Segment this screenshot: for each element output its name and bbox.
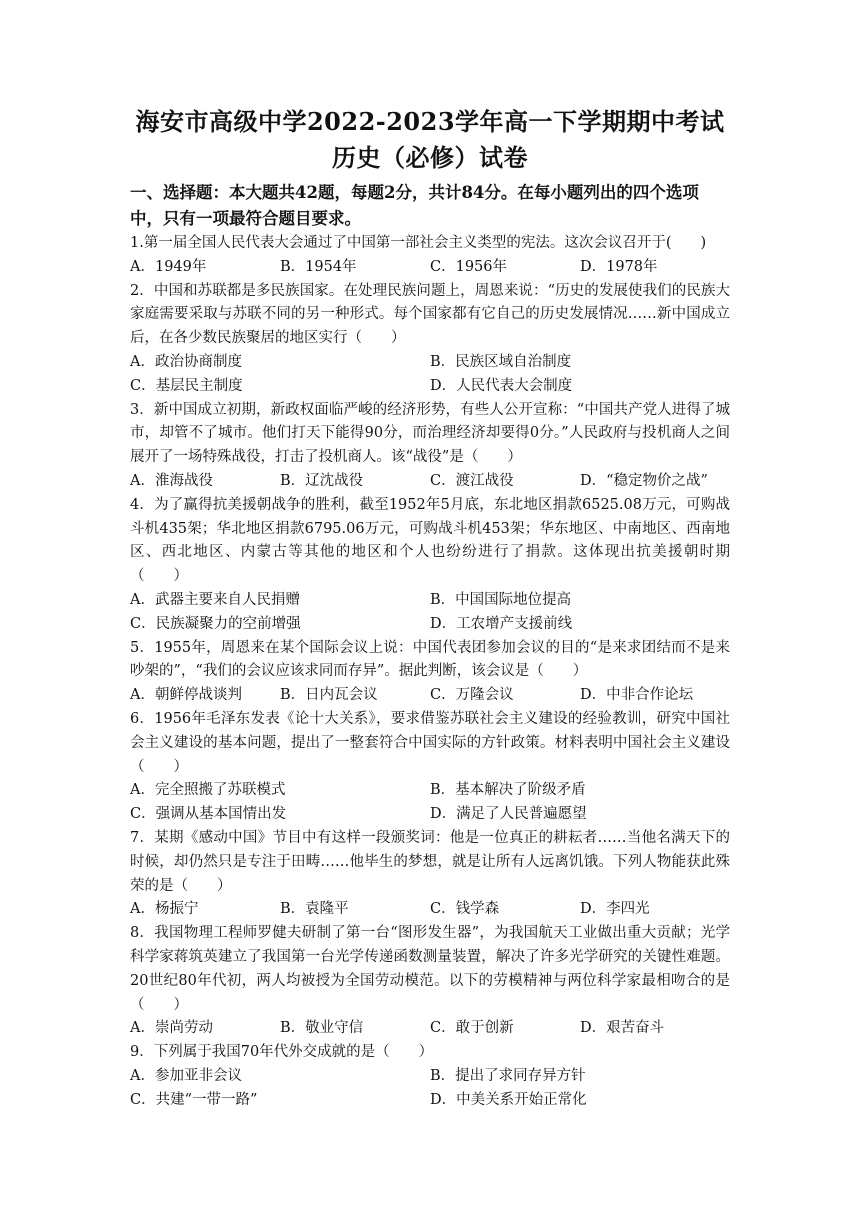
question-stem: 9．下列属于我国70年代外交成就的是（ ） [130,1044,434,1061]
option-c: C．基层民主制度 [130,377,243,394]
question-5 [130,637,730,708]
options-row [130,898,730,922]
question-9 [130,1041,730,1112]
question-2 [130,280,730,399]
option-a: A．政治协商制度 [130,353,242,370]
options-row [130,1089,730,1113]
options-row [130,684,730,708]
question-7 [130,827,730,922]
question-stem: 4．为了赢得抗美援朝战争的胜利，截至1952年5月底，东北地区捐款6525.08万元，可购战斗机435架；华北地区捐款6795.06万元，可购战斗机453架；华东地区、中南地区、西南地区、西北地区、内蒙古等其他的地区和个人也纷纷进行了捐款。这体现出抗美援朝时期（ ） [130,496,730,585]
question-stem: 8．我国物理工程师罗健夫研制了第一台“图形发生器”，为我国航天工业做出重大贡献；光学科学家蒋筑英建立了我国第一台光学传递函数测量装置，解决了许多光学研究的关键性难题。20世纪80年代初，两人均被授为全国劳动模范。以下的劳模精神与两位科学家最相吻合的是（ ） [130,925,730,1013]
option-b: B．日内瓦会议 [280,687,378,704]
option-d: D．艰苦奋斗 [580,1020,665,1037]
option-d: D．1978年 [580,258,658,275]
question-8 [130,922,730,1041]
question-list [130,232,730,1112]
options-row [130,470,730,494]
options-row [130,613,730,637]
option-a: A．朝鲜停战谈判 [130,687,242,704]
option-c: C．1956年 [430,258,507,275]
option-c: C．钱学森 [430,901,500,918]
option-b: B．基本解决了阶级矛盾 [430,782,586,799]
exam-page [130,104,730,1112]
exam-title: 海安市高级中学2022-2023学年高一下学期期中考试 [135,107,725,136]
option-a: A．淮海战役 [130,472,213,489]
option-a: A．崇尚劳动 [130,1020,213,1037]
option-a: A．完全照搬了苏联模式 [130,782,286,799]
option-b: B．袁隆平 [280,901,349,918]
option-b: B．1954年 [280,258,357,275]
option-c: C．强调从基本国情出发 [130,806,287,823]
question-stem: 6．1956年毛泽东发表《论十大关系》，要求借鉴苏联社会主义建设的经验教训，研究中国社会主义建设的基本问题，提出了一整套符合中国实际的方针政策。材料表明中国社会主义建设（ ） [130,710,730,775]
option-a: A．1949年 [130,258,207,275]
option-b: B．辽沈战役 [280,472,364,489]
option-b: B．中国国际地位提高 [430,591,572,608]
options-row [130,256,730,280]
option-c: C．敢于创新 [430,1020,514,1037]
option-d: D．中非合作论坛 [580,687,694,704]
question-stem: 1.第一届全国人民代表大会通过了中国第一部社会主义类型的宪法。这次会议召开于( ) [130,235,707,251]
option-a: A．杨振宁 [130,901,199,918]
option-a: A．武器主要来自人民捐赠 [130,591,300,608]
option-b: B．民族区域自治制度 [430,353,572,370]
question-4 [130,494,730,637]
question-1 [130,232,730,280]
options-row [130,779,730,803]
option-a: A．参加亚非会议 [130,1067,242,1084]
options-row [130,1065,730,1089]
question-stem: 2．中国和苏联都是多民族国家。在处理民族问题上，周恩来说：“历史的发展使我们的民族大家庭需要采取与苏联不同的另一种形式。每个国家都有它自己的历史发展情况……新中国成立后，在各少数民族聚居的地区实行（ ） [130,282,730,347]
options-row [130,1017,730,1041]
question-stem: 5．1955年，周恩来在某个国际会议上说：中国代表团参加会议的目的“是来求团结而不是来吵架的”，“我们的会议应该求同而存异”。据此判断，该会议是（ ） [130,639,730,680]
question-stem: 3．新中国成立初期，新政权面临严峻的经济形势，有些人公开宣称：“中国共产党人进得了城市，却管不了城市。他们打天下能得90分，而治理经济却要得0分。”人民政府与投机商人之间展开了一场特殊战役，打击了投机商人。该“战役”是（ ） [130,401,730,466]
option-b: B．敬业守信 [280,1020,364,1037]
option-c: C．万隆会议 [430,687,514,704]
option-d: D．人民代表大会制度 [430,377,573,394]
section-heading: 一、选择题：本大题共42题，每题2分，共计84分。在每小题列出的四个选项中，只有一项最符合题目要求。 [130,183,699,228]
options-row [130,589,730,613]
options-row [130,803,730,827]
question-stem: 7．某期《感动中国》节目中有这样一段颁奖词：他是一位真正的耕耘者……当他名满天下的时候，却仍然只是专注于田畴……他毕生的梦想，就是让所有人远离饥饿。下列人物能获此殊荣的是（ ） [130,829,730,894]
question-3 [130,399,730,494]
option-c: C．渡江战役 [430,472,514,489]
option-d: D．满足了人民普遍愿望 [430,806,587,823]
option-c: C．共建“一带一路” [130,1091,258,1108]
question-6 [130,708,730,827]
option-d: D．工农增产支援前线 [430,615,573,632]
option-d: D．中美关系开始正常化 [430,1091,587,1108]
options-row [130,351,730,375]
option-d: D．李四光 [580,901,650,918]
option-b: B．提出了求同存异方针 [430,1067,586,1084]
exam-subtitle: 历史（必修）试卷 [332,143,528,172]
option-c: C．民族凝聚力的空前增强 [130,615,301,632]
options-row [130,375,730,399]
option-d: D．“稳定物价之战” [580,472,708,489]
